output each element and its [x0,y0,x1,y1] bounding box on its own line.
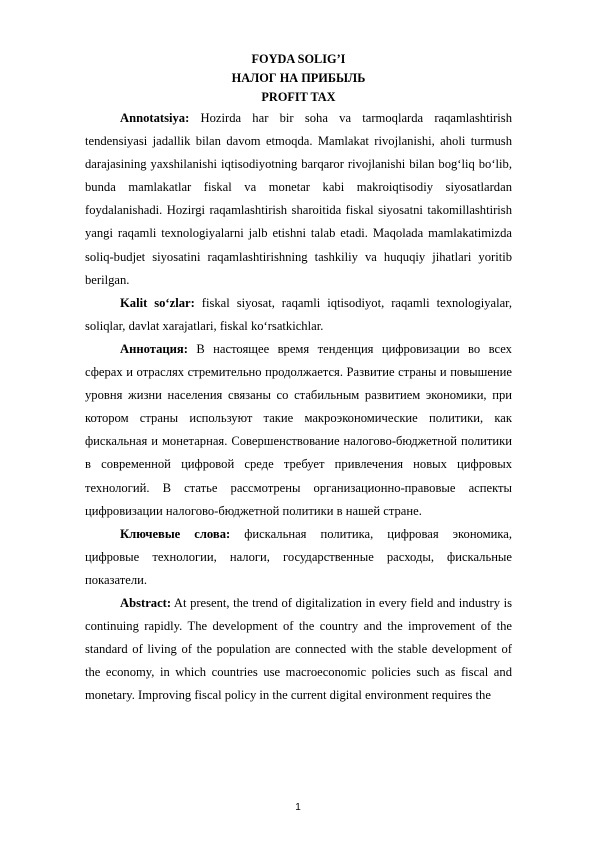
abstract-english [85,592,512,707]
keywords-uzbek [85,292,512,338]
keywords-russian-text: фискальная политика, цифровая экономика, цифровые технологии, налоги, государственные расходы, фискальные показатели. [85,526,512,587]
keywords-uzbek-label: Kalit so‘zlar: [120,295,195,310]
title-uzbek: FOYDA SOLIG’I [251,52,346,66]
annotation-uzbek-label: Annotatsiya: [120,111,190,125]
abstract-english-text: At present, the trend of digitalization in every field and industry is continuing rapidly. The development of the country and the improvement of the standard of living of the population are connected with the stable development of the economy, in which countries use macroeconomic policies such as fiscal and monetary. Improving fiscal policy in the current digital environment requires the [85,595,512,703]
annotation-russian [85,338,512,523]
keywords-uzbek-text: fiskal siyosat, raqamli iqtisodiyot, raqamli texnologiyalar, soliqlar, davlat xarajatlari, fiskal ko‘rsatkichlar. [85,295,513,333]
abstract-english-label: Abstract: [120,595,172,610]
document-page [85,50,512,707]
annotation-uzbek-text: Hozirda har bir soha va tarmoqlarda raqamlashtirish tendensiyasi jadallik bilan davom etmoqda. Mamlakat rivojlanishi, aholi turmush darajasining yaxshilanishi iqtisodiyotning barqaror rivojlanishi bilan bog‘liq bo‘lib, bunda mamlakatlar fiskal va monetar kabi makroiqtisodiy siyosatlardan foydalanishadi. Hozirgi raqamlashtirish sharoitida fiskal siyosatni takomillashtirish yangi raqamli texnologiyalarni jalb etishni talab etadi. Maqolada mamlakatimizda soliq-budjet siyosatini raqamlashtirishning tashkiliy va huquqiy jihatlari yoritib berilgan. [85,111,512,287]
annotation-russian-label: Аннотация: [120,341,188,356]
keywords-russian-label: Ключевые слова: [120,526,231,541]
title-russian: НАЛОГ НА ПРИБЫЛЬ [231,71,366,85]
annotation-russian-text: В настоящее время тенденция цифровизации во всех сферах и отраслях стремительно продолжается. Развитие страны и повышение уровня жизни населения связаны со стабильным развитием экономики, при котором страны используют такие макроэкономические политики, как фискальная и монетарная. Совершенствование налогово-бюджетной политики в современной цифровой среде требует привлечения новых цифровых технологий. В статье рассмотрены организационно-правовые аспекты цифровизации налогово-бюджетной политики в нашей стране. [85,341,512,518]
page-number: 1 [295,802,301,813]
annotation-uzbek [85,107,512,292]
title-english: PROFIT TAX [261,90,336,104]
keywords-russian [85,523,512,592]
